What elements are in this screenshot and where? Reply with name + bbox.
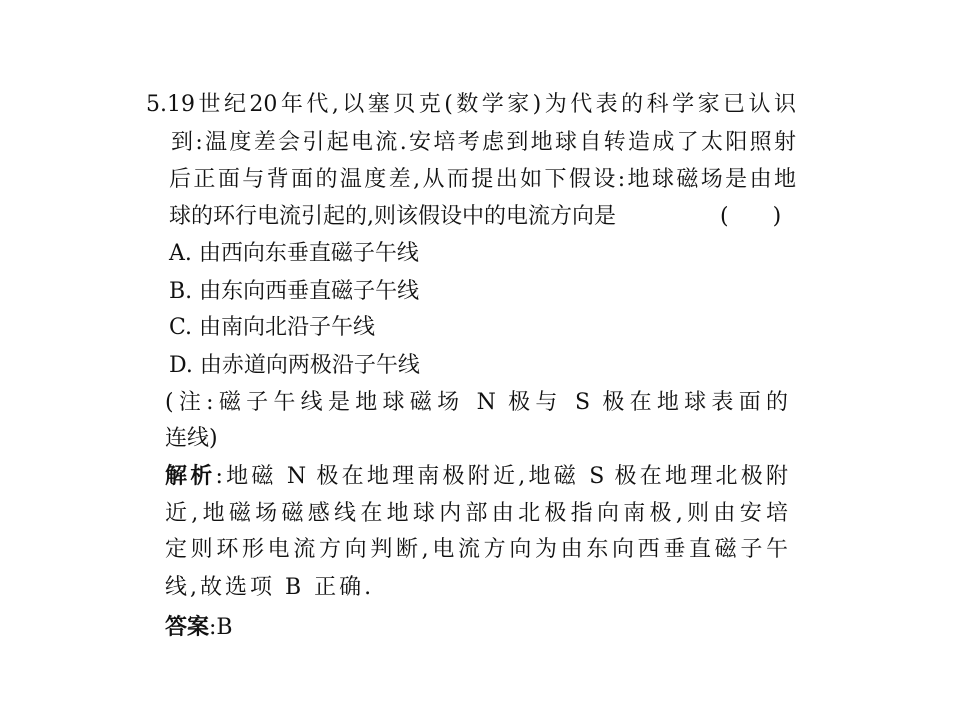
option-c: C. 由南向北沿子午线: [169, 315, 376, 340]
option-a: A. 由西向东垂直磁子午线: [169, 241, 419, 266]
analysis-line-2: 近,地磁场磁感线在地球内部由北极指向南极,则由安培: [165, 501, 788, 526]
question-line-1: 5.19世纪20年代,以塞贝克(数学家)为代表的科学家已认识: [146, 92, 796, 117]
analysis-label: 解析: [165, 464, 216, 489]
answer-label: 答案: [165, 615, 210, 640]
answer-bracket: ( ): [720, 204, 782, 229]
note-line-1: (注:磁子午线是地球磁场 N 极与 S 极在地球表面的: [165, 390, 788, 415]
answer-value: :B: [209, 615, 233, 640]
analysis-line-3: 定则环形电流方向判断,电流方向为由东向西垂直磁子午: [165, 537, 788, 562]
option-d: D. 由赤道向两极沿子午线: [169, 353, 420, 378]
question-line-4: 球的环行电流引起的,则该假设中的电流方向是: [169, 204, 616, 229]
question-number: 5.: [146, 92, 167, 117]
question-line-3: 后正面与背面的温度差,从而提出如下假设:地球磁场是由地: [169, 167, 796, 192]
analysis-line-1: 解析:地磁 N 极在地理南极附近,地磁 S 极在地理北极附: [165, 464, 788, 489]
answer-line: [165, 613, 233, 643]
analysis-line-4: 线,故选项 B 正确.: [165, 575, 375, 600]
question-line-2: 到:温度差会引起电流.安培考虑到地球自转造成了太阳照射: [171, 130, 796, 155]
note-line-2: 连线): [165, 426, 218, 451]
option-b: B. 由东向西垂直磁子午线: [169, 279, 420, 304]
